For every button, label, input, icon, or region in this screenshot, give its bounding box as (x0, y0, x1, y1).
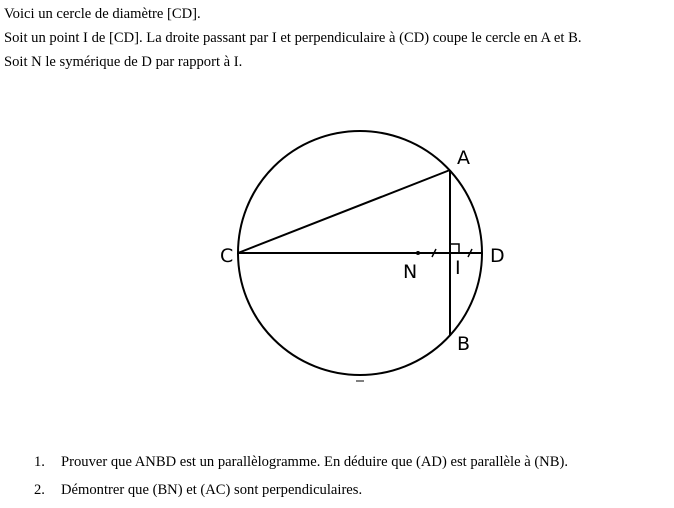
question-item (34, 480, 670, 500)
label-a: A (457, 147, 470, 169)
label-n: N (403, 261, 418, 283)
label-i: I (455, 257, 461, 279)
statement-line-point-n: Soit N le symérique de D par rapport à I. (4, 54, 243, 70)
question-text: Prouver que ANBD est un parallèlogramme. En déduire que (AD) est parallèle à (NB). (61, 454, 568, 470)
question-number: 1. (34, 454, 45, 470)
statement-line-point-i: Soit un point I de [CD]. La droite passant par I et perpendiculaire à (CD) coupe le cercle en A et B. (4, 30, 582, 46)
label-c: C (220, 245, 234, 267)
question-text: Démontrer que (BN) et (AC) sont perpendiculaires. (61, 482, 363, 498)
segment-ca (238, 170, 450, 253)
statement-line-diameter: Voici un cercle de diamètre [CD]. (4, 6, 201, 22)
question-item (34, 452, 670, 472)
point-n-dot (416, 251, 420, 255)
right-angle-mark (450, 244, 459, 253)
label-d: D (490, 245, 505, 267)
label-b: B (457, 333, 471, 355)
question-number: 2. (34, 482, 45, 498)
